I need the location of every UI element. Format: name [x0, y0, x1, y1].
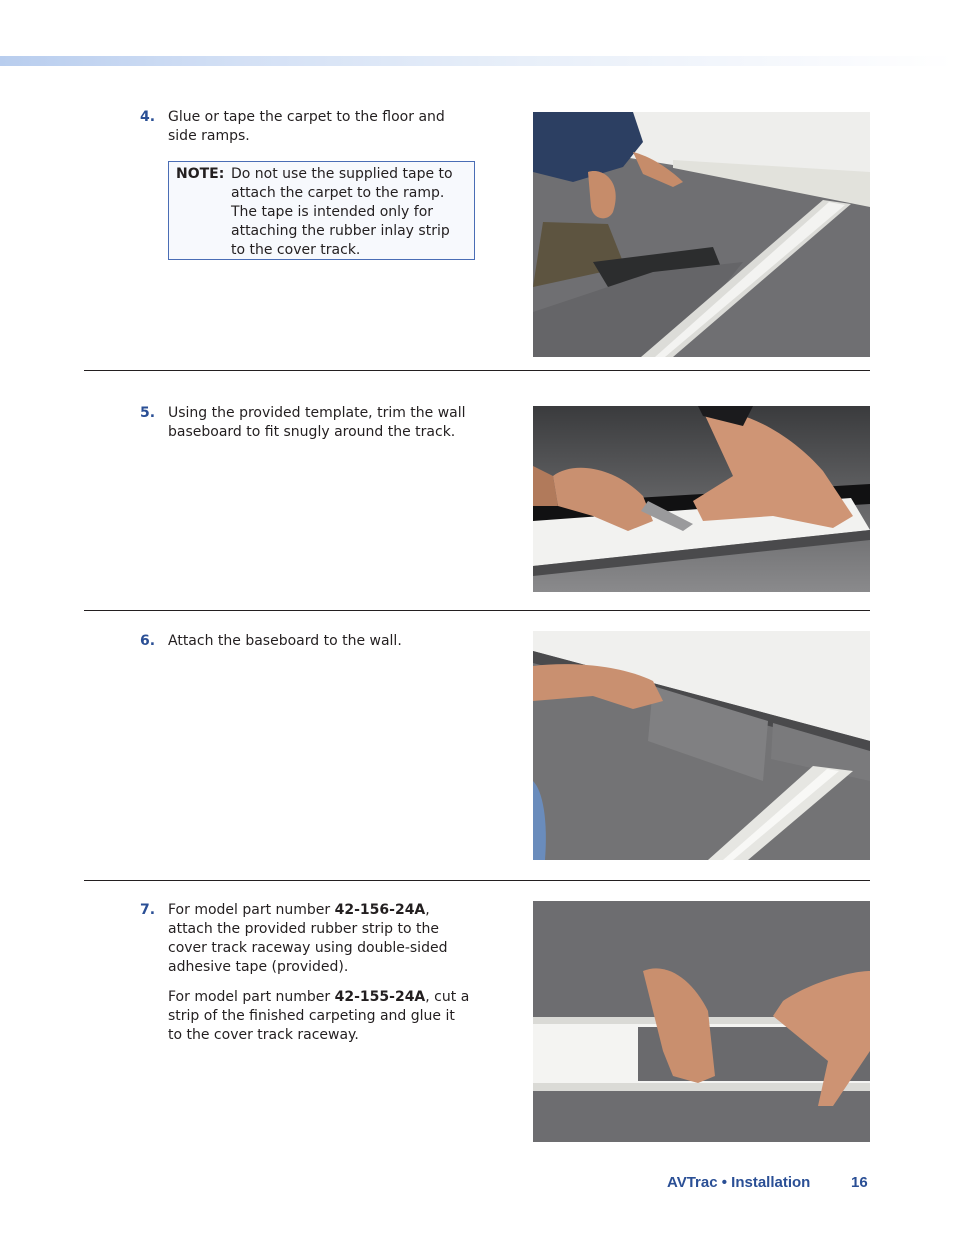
step-number: 6.	[140, 633, 156, 649]
step-number: 5.	[140, 405, 156, 421]
text-run: , cut a strip of the finished carpeting and glue it to the cover track raceway.	[168, 989, 470, 1043]
note-text: Do not use the supplied tape to attach the carpet to the ramp. The tape is intended only for attaching the rubber inlay strip to the cover track.	[231, 166, 453, 258]
step-7	[140, 901, 470, 1056]
step-text: Glue or tape the carpet to the floor and side ramps.	[168, 109, 445, 144]
step-text: Attach the baseboard to the wall.	[168, 633, 402, 649]
part-number: 42-156-24A	[334, 902, 426, 918]
page-number: 16	[851, 1174, 868, 1191]
step-5	[140, 404, 470, 453]
step-6	[140, 632, 470, 662]
note-label: NOTE:	[176, 166, 225, 182]
photo-baseboard-attaching	[533, 631, 870, 860]
section-divider	[84, 370, 870, 371]
footer-title: AVTrac • Installation	[667, 1174, 811, 1191]
text-run: , attach the provided rubber strip to the cover track raceway using double-sided adhesive tape (provided).	[168, 902, 448, 975]
photo-carpet-gluing	[533, 112, 870, 357]
text-run: For model part number	[168, 989, 335, 1005]
step-4	[140, 108, 470, 157]
photo-raceway-strip	[533, 901, 870, 1142]
part-number: 42-155-24A	[334, 989, 426, 1005]
note-box	[168, 161, 475, 260]
step-paragraph-1	[168, 901, 470, 977]
step-number: 7.	[140, 902, 156, 918]
step-text: Using the provided template, trim the wall baseboard to fit snugly around the track.	[168, 405, 466, 440]
text-run: For model part number	[168, 902, 335, 918]
photo-baseboard-trimming	[533, 406, 870, 592]
header-gradient-bar	[0, 56, 954, 66]
section-divider	[84, 610, 870, 611]
step-paragraph-2	[168, 988, 470, 1045]
section-divider	[84, 880, 870, 881]
step-number: 4.	[140, 109, 156, 125]
